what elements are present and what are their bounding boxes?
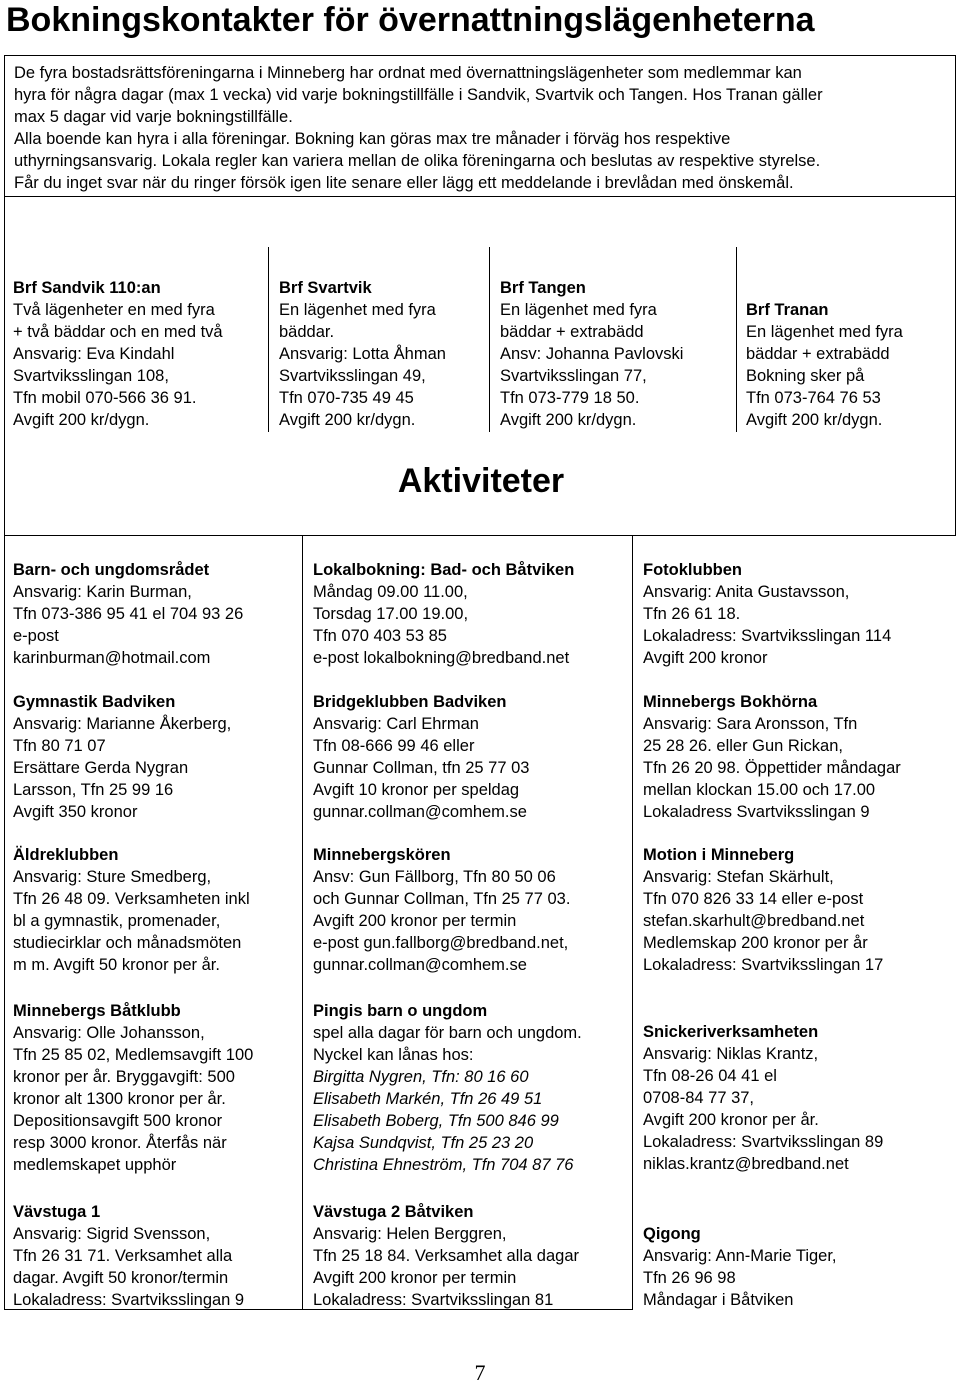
activity-line: Avgift 10 kronor per speldag — [313, 781, 520, 799]
activity-barn-ungdomsradet — [13, 559, 243, 669]
activity-line: Tfn 08-26 04 41 el — [643, 1067, 777, 1085]
activity-line: Tfn 80 71 07 — [13, 737, 106, 755]
association-line: Svartviksslingan 77, — [500, 367, 647, 385]
activity-vavstuga-1 — [13, 1201, 244, 1311]
activity-line: Avgift 200 kronor per år. — [643, 1111, 819, 1129]
activity-name: Motion i Minneberg — [643, 846, 795, 864]
activity-name: Lokalbokning: Bad- och Båtviken — [313, 561, 575, 579]
activity-gymnastik — [13, 691, 231, 823]
activity-pingis — [313, 1000, 582, 1176]
activity-line: gunnar.collman@comhem.se — [313, 803, 527, 821]
activity-line: gunnar.collman@comhem.se — [313, 956, 527, 974]
column-divider — [489, 247, 490, 432]
association-line: Avgift 200 kr/dygn. — [500, 411, 637, 429]
activity-name: Minnebergs Båtklubb — [13, 1002, 181, 1020]
association-sandvik — [13, 277, 223, 431]
association-line: En lägenhet med fyra — [279, 301, 436, 319]
activity-line: Avgift 200 kronor — [643, 649, 768, 667]
activity-line: 0708-84 77 37, — [643, 1089, 755, 1107]
intro-line: Får du inget svar när du ringer försök igen lite senare eller lägg ett meddelande i brevlådan med önskemål. — [14, 174, 794, 192]
association-line: bäddar + extrabädd — [746, 345, 890, 363]
activity-line: bl a gymnastik, promenader, — [13, 912, 221, 930]
association-line: bäddar + extrabädd — [500, 323, 644, 341]
activities-heading: Aktiviteter — [397, 462, 565, 500]
activity-line: Medlemskap 200 kronor per år — [643, 934, 868, 952]
activity-line: spel alla dagar för barn och ungdom. — [313, 1024, 582, 1042]
activity-line: Elisabeth Boberg, Tfn 500 846 99 — [313, 1112, 559, 1130]
activity-line: Måndag 09.00 11.00, — [313, 583, 468, 601]
grid-line — [4, 536, 5, 1310]
activity-qigong — [643, 1223, 837, 1311]
page-title: Bokningskontakter för övernattningslägenheterna — [6, 1, 815, 39]
association-tranan — [746, 299, 903, 431]
activity-line: karinburman@hotmail.com — [13, 649, 211, 667]
activity-line: Torsdag 17.00 19.00, — [313, 605, 469, 623]
activity-line: Ansvarig: Stefan Skärhult, — [643, 868, 834, 886]
association-line: + två bäddar och en med två — [13, 323, 223, 341]
activity-line: Depositionsavgift 500 kronor — [13, 1112, 223, 1130]
activity-line: resp 3000 kronor. Återfås när — [13, 1134, 227, 1152]
activity-line: 25 28 26. eller Gun Rickan, — [643, 737, 843, 755]
association-line: Tfn 070-735 49 45 — [279, 389, 414, 407]
activity-line: Lokaladress: Svartviksslingan 17 — [643, 956, 884, 974]
activity-line: Ansv: Gun Fällborg, Tfn 80 50 06 — [313, 868, 556, 886]
activity-line: niklas.krantz@bredband.net — [643, 1155, 849, 1173]
activity-line: Ansvarig: Sara Aronsson, Tfn — [643, 715, 858, 733]
activity-name: Minnebergskören — [313, 846, 451, 864]
activity-line: Tfn 25 85 02, Medlemsavgift 100 — [13, 1046, 254, 1064]
association-line: Tfn 073-779 18 50. — [500, 389, 640, 407]
intro-box — [4, 55, 956, 197]
activity-line: studiecirklar och månadsmöten — [13, 934, 242, 952]
association-line: Avgift 200 kr/dygn. — [746, 411, 883, 429]
activity-line: Tfn 26 48 09. Verksamheten inkl — [13, 890, 250, 908]
association-line: Tfn mobil 070-566 36 91. — [13, 389, 197, 407]
activity-line: Tfn 26 31 71. Verksamhet alla — [13, 1247, 233, 1265]
activity-aldreklubben — [13, 844, 250, 976]
grid-line — [632, 536, 633, 1310]
association-line: Bokning sker på — [746, 367, 865, 385]
association-line: Avgift 200 kr/dygn. — [279, 411, 416, 429]
activity-name: Snickeriverksamheten — [643, 1023, 819, 1041]
activity-line: Lokaladress: Svartviksslingan 9 — [13, 1291, 245, 1309]
activity-line: Tfn 25 18 84. Verksamhet alla dagar — [313, 1247, 579, 1265]
association-line: Tfn 073-764 76 53 — [746, 389, 881, 407]
activity-line: Tfn 08-666 99 46 eller — [313, 737, 475, 755]
activity-name: Pingis barn o ungdom — [313, 1002, 488, 1020]
association-line: bäddar. — [279, 323, 335, 341]
activity-line: e-post lokalbokning@bredband.net — [313, 649, 570, 667]
activity-name: Vävstuga 1 — [13, 1203, 101, 1221]
association-line: Svartviksslingan 49, — [279, 367, 426, 385]
association-line: Ansvarig: Eva Kindahl — [13, 345, 175, 363]
activity-line: Tfn 26 61 18. — [643, 605, 741, 623]
activity-motion — [643, 844, 883, 976]
column-divider — [268, 247, 269, 432]
activity-name: Barn- och ungdomsrådet — [13, 561, 210, 579]
associations-box — [4, 196, 956, 536]
activity-line: e-post — [13, 627, 59, 645]
association-tangen — [500, 277, 683, 431]
activity-line: Tfn 073-386 95 41 el 704 93 26 — [13, 605, 244, 623]
activity-line: Ansvarig: Niklas Krantz, — [643, 1045, 819, 1063]
activity-line: Lokaladress: Svartviksslingan 114 — [643, 627, 892, 645]
activity-line: Lokaladress: Svartviksslingan 81 — [313, 1291, 554, 1309]
association-line: Ansvarig: Lotta Åhman — [279, 345, 446, 363]
activity-line: Nyckel kan lånas hos: — [313, 1046, 474, 1064]
activity-line: stefan.skarhult@bredband.net — [643, 912, 865, 930]
association-line: Två lägenheter en med fyra — [13, 301, 215, 319]
activity-line: Ansvarig: Anita Gustavsson, — [643, 583, 850, 601]
activity-line: Måndagar i Båtviken — [643, 1291, 794, 1309]
intro-line: uthyrningsansvarig. Lokala regler kan variera mellan de olika föreningarna och beslutas av respektive styrelse. — [14, 152, 821, 170]
activity-line: Ersättare Gerda Nygran — [13, 759, 189, 777]
association-name: Brf Tangen — [500, 279, 586, 297]
activity-name: Äldreklubben — [13, 846, 119, 864]
activity-line: Avgift 200 kronor per termin — [313, 1269, 517, 1287]
grid-line — [302, 536, 303, 1310]
association-line: En lägenhet med fyra — [746, 323, 903, 341]
activity-line: e-post gun.fallborg@bredband.net, — [313, 934, 569, 952]
activity-name: Vävstuga 2 Båtviken — [313, 1203, 474, 1221]
activity-bridgeklubben — [313, 691, 529, 823]
intro-line: De fyra bostadsrättsföreningarna i Minneberg har ordnat med övernattningslägenheter som medlemmar kan — [14, 64, 802, 82]
activity-line: Kajsa Sundqvist, Tfn 25 23 20 — [313, 1134, 534, 1152]
activity-line: dagar. Avgift 50 kronor/termin — [13, 1269, 229, 1287]
activity-line: och Gunnar Collman, Tfn 25 77 03. — [313, 890, 571, 908]
intro-line: hyra för några dagar (max 1 vecka) vid varje bokningstillfälle i Sandvik, Svartvik och Tangen. Hos Tranan gäller — [14, 86, 823, 104]
activity-line: Tfn 26 96 98 — [643, 1269, 736, 1287]
activity-line: Ansvarig: Karin Burman, — [13, 583, 192, 601]
activity-name: Fotoklubben — [643, 561, 742, 579]
activity-name: Gymnastik Badviken — [13, 693, 176, 711]
activity-line: m m. Avgift 50 kronor per år. — [13, 956, 220, 974]
activity-line: mellan klockan 15.00 och 17.00 — [643, 781, 876, 799]
activity-line: Tfn 070 826 33 14 eller e-post — [643, 890, 864, 908]
activity-lokalbokning — [313, 559, 574, 669]
association-line: En lägenhet med fyra — [500, 301, 657, 319]
activity-minnebergskoren — [313, 844, 570, 976]
activity-line: Tfn 070 403 53 85 — [313, 627, 447, 645]
association-svartvik — [279, 277, 446, 431]
activity-line: medlemskapet upphör — [13, 1156, 177, 1174]
activity-line: Ansvarig: Ann-Marie Tiger, — [643, 1247, 837, 1265]
activity-vavstuga-2 — [313, 1201, 579, 1311]
association-line: Svartviksslingan 108, — [13, 367, 169, 385]
activity-line: Birgitta Nygren, Tfn: 80 16 60 — [313, 1068, 529, 1086]
activity-line: Ansvarig: Marianne Åkerberg, — [13, 715, 232, 733]
activity-name: Minnebergs Bokhörna — [643, 693, 818, 711]
association-line: Ansv: Johanna Pavlovski — [500, 345, 684, 363]
activity-bokhorna — [643, 691, 901, 823]
activity-line: Tfn 26 20 98. Öppettider måndagar — [643, 759, 901, 777]
activity-name: Bridgeklubben Badviken — [313, 693, 507, 711]
activity-line: Avgift 350 kronor — [13, 803, 138, 821]
activity-line: Ansvarig: Sigrid Svensson, — [13, 1225, 211, 1243]
activity-line: Ansvarig: Sture Smedberg, — [13, 868, 212, 886]
page-number: 7 — [474, 1360, 486, 1385]
activity-line: Gunnar Collman, tfn 25 77 03 — [313, 759, 530, 777]
association-name: Brf Sandvik 110:an — [13, 279, 161, 297]
intro-line: Alla boende kan hyra i alla föreningar. Bokning kan göras max tre månader i förväg hos respektive — [14, 130, 731, 148]
activity-snickeri — [643, 1021, 883, 1175]
activity-line: Lokaladress: Svartviksslingan 89 — [643, 1133, 884, 1151]
activity-line: Ansvarig: Carl Ehrman — [313, 715, 479, 733]
activity-line: kronor per år. Bryggavgift: 500 — [13, 1068, 235, 1086]
column-divider — [736, 247, 737, 432]
activity-name: Qigong — [643, 1225, 701, 1243]
activity-batklubb — [13, 1000, 253, 1176]
activity-line: Ansvarig: Helen Berggren, — [313, 1225, 507, 1243]
activity-line: Lokaladress Svartviksslingan 9 — [643, 803, 870, 821]
activity-line: Larsson, Tfn 25 99 16 — [13, 781, 174, 799]
intro-line: max 5 dagar vid varje bokningstillfälle. — [14, 108, 293, 126]
activity-line: Avgift 200 kronor per termin — [313, 912, 517, 930]
association-line: Avgift 200 kr/dygn. — [13, 411, 150, 429]
activity-line: Ansvarig: Olle Johansson, — [13, 1024, 205, 1042]
association-name: Brf Svartvik — [279, 279, 372, 297]
activity-fotoklubben — [643, 559, 891, 669]
activity-line: Christina Ehneström, Tfn 704 87 76 — [313, 1156, 574, 1174]
association-name: Brf Tranan — [746, 301, 829, 319]
activity-line: Elisabeth Markén, Tfn 26 49 51 — [313, 1090, 543, 1108]
activity-line: kronor alt 1300 kronor per år. — [13, 1090, 226, 1108]
